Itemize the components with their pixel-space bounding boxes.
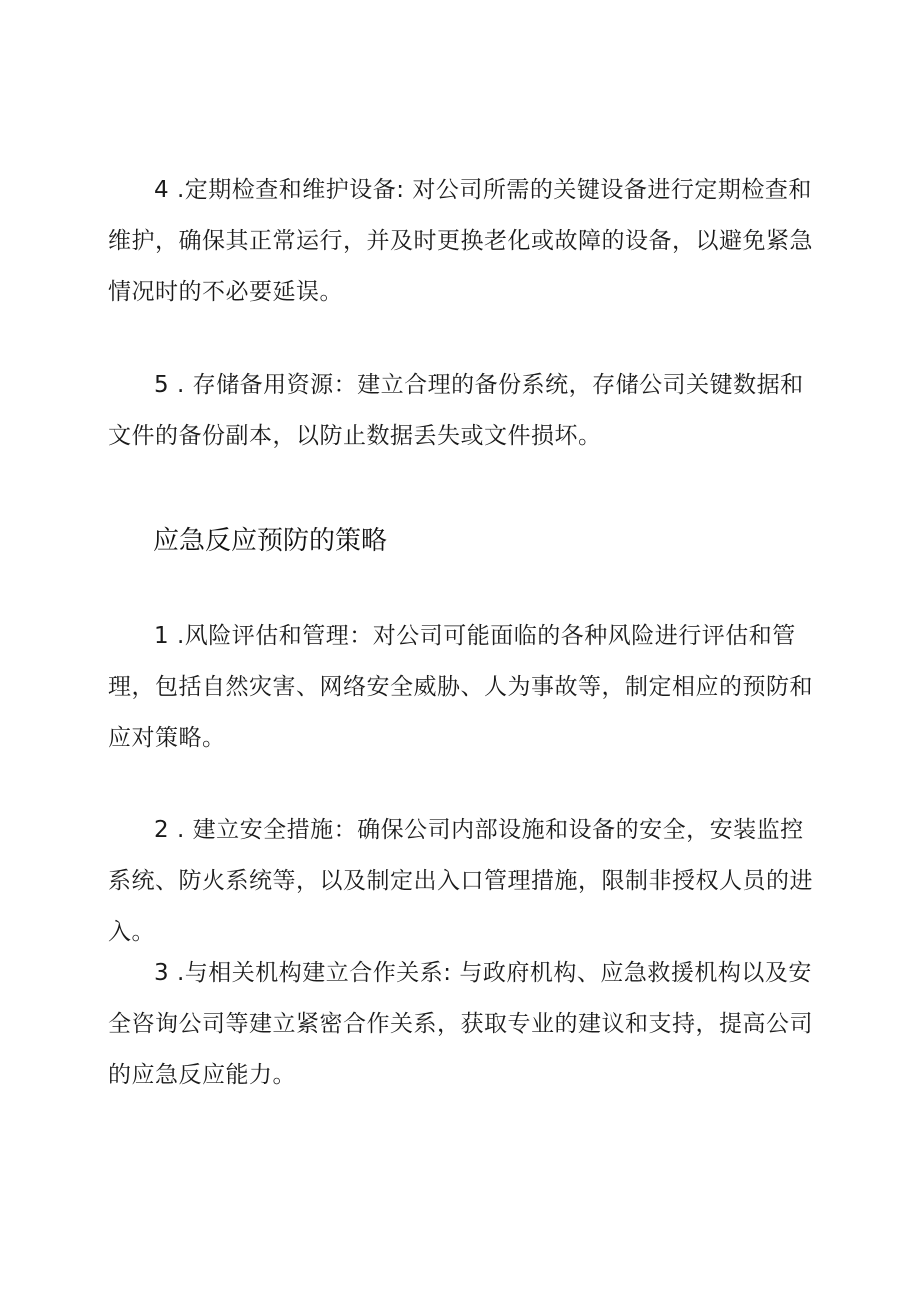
paragraph-strategy-3: 3 .与相关机构建立合作关系: 与政府机构、应急救援机构以及安全咨询公司等建立紧密合作关系，获取专业的建议和支持，提高公司的应急反应能力。 (108, 960, 813, 1088)
paragraph-strategy-1: 1 .风险评估和管理：对公司可能面临的各种风险进行评估和管理，包括自然灾害、网络安全威胁、人为事故等，制定相应的预防和应对策略。 (108, 623, 813, 751)
paragraph-strategy-2: 2 . 建立安全措施：确保公司内部设施和设备的安全，安装监控系统、防火系统等，以及制定出入口管理措施，限制非授权人员的进入。 (108, 817, 813, 945)
section-heading: 应急反应预防的策略 (153, 526, 388, 556)
paragraph-item-4: 4 .定期检查和维护设备: 对公司所需的关键设备进行定期检查和维护，确保其正常运行，并及时更换老化或故障的设备，以避免紧急情况时的不必要延误。 (108, 177, 813, 305)
paragraph-item-5: 5 . 存储备用资源：建立合理的备份系统，存储公司关键数据和文件的备份副本，以防止数据丢失或文件损坏。 (108, 372, 804, 449)
